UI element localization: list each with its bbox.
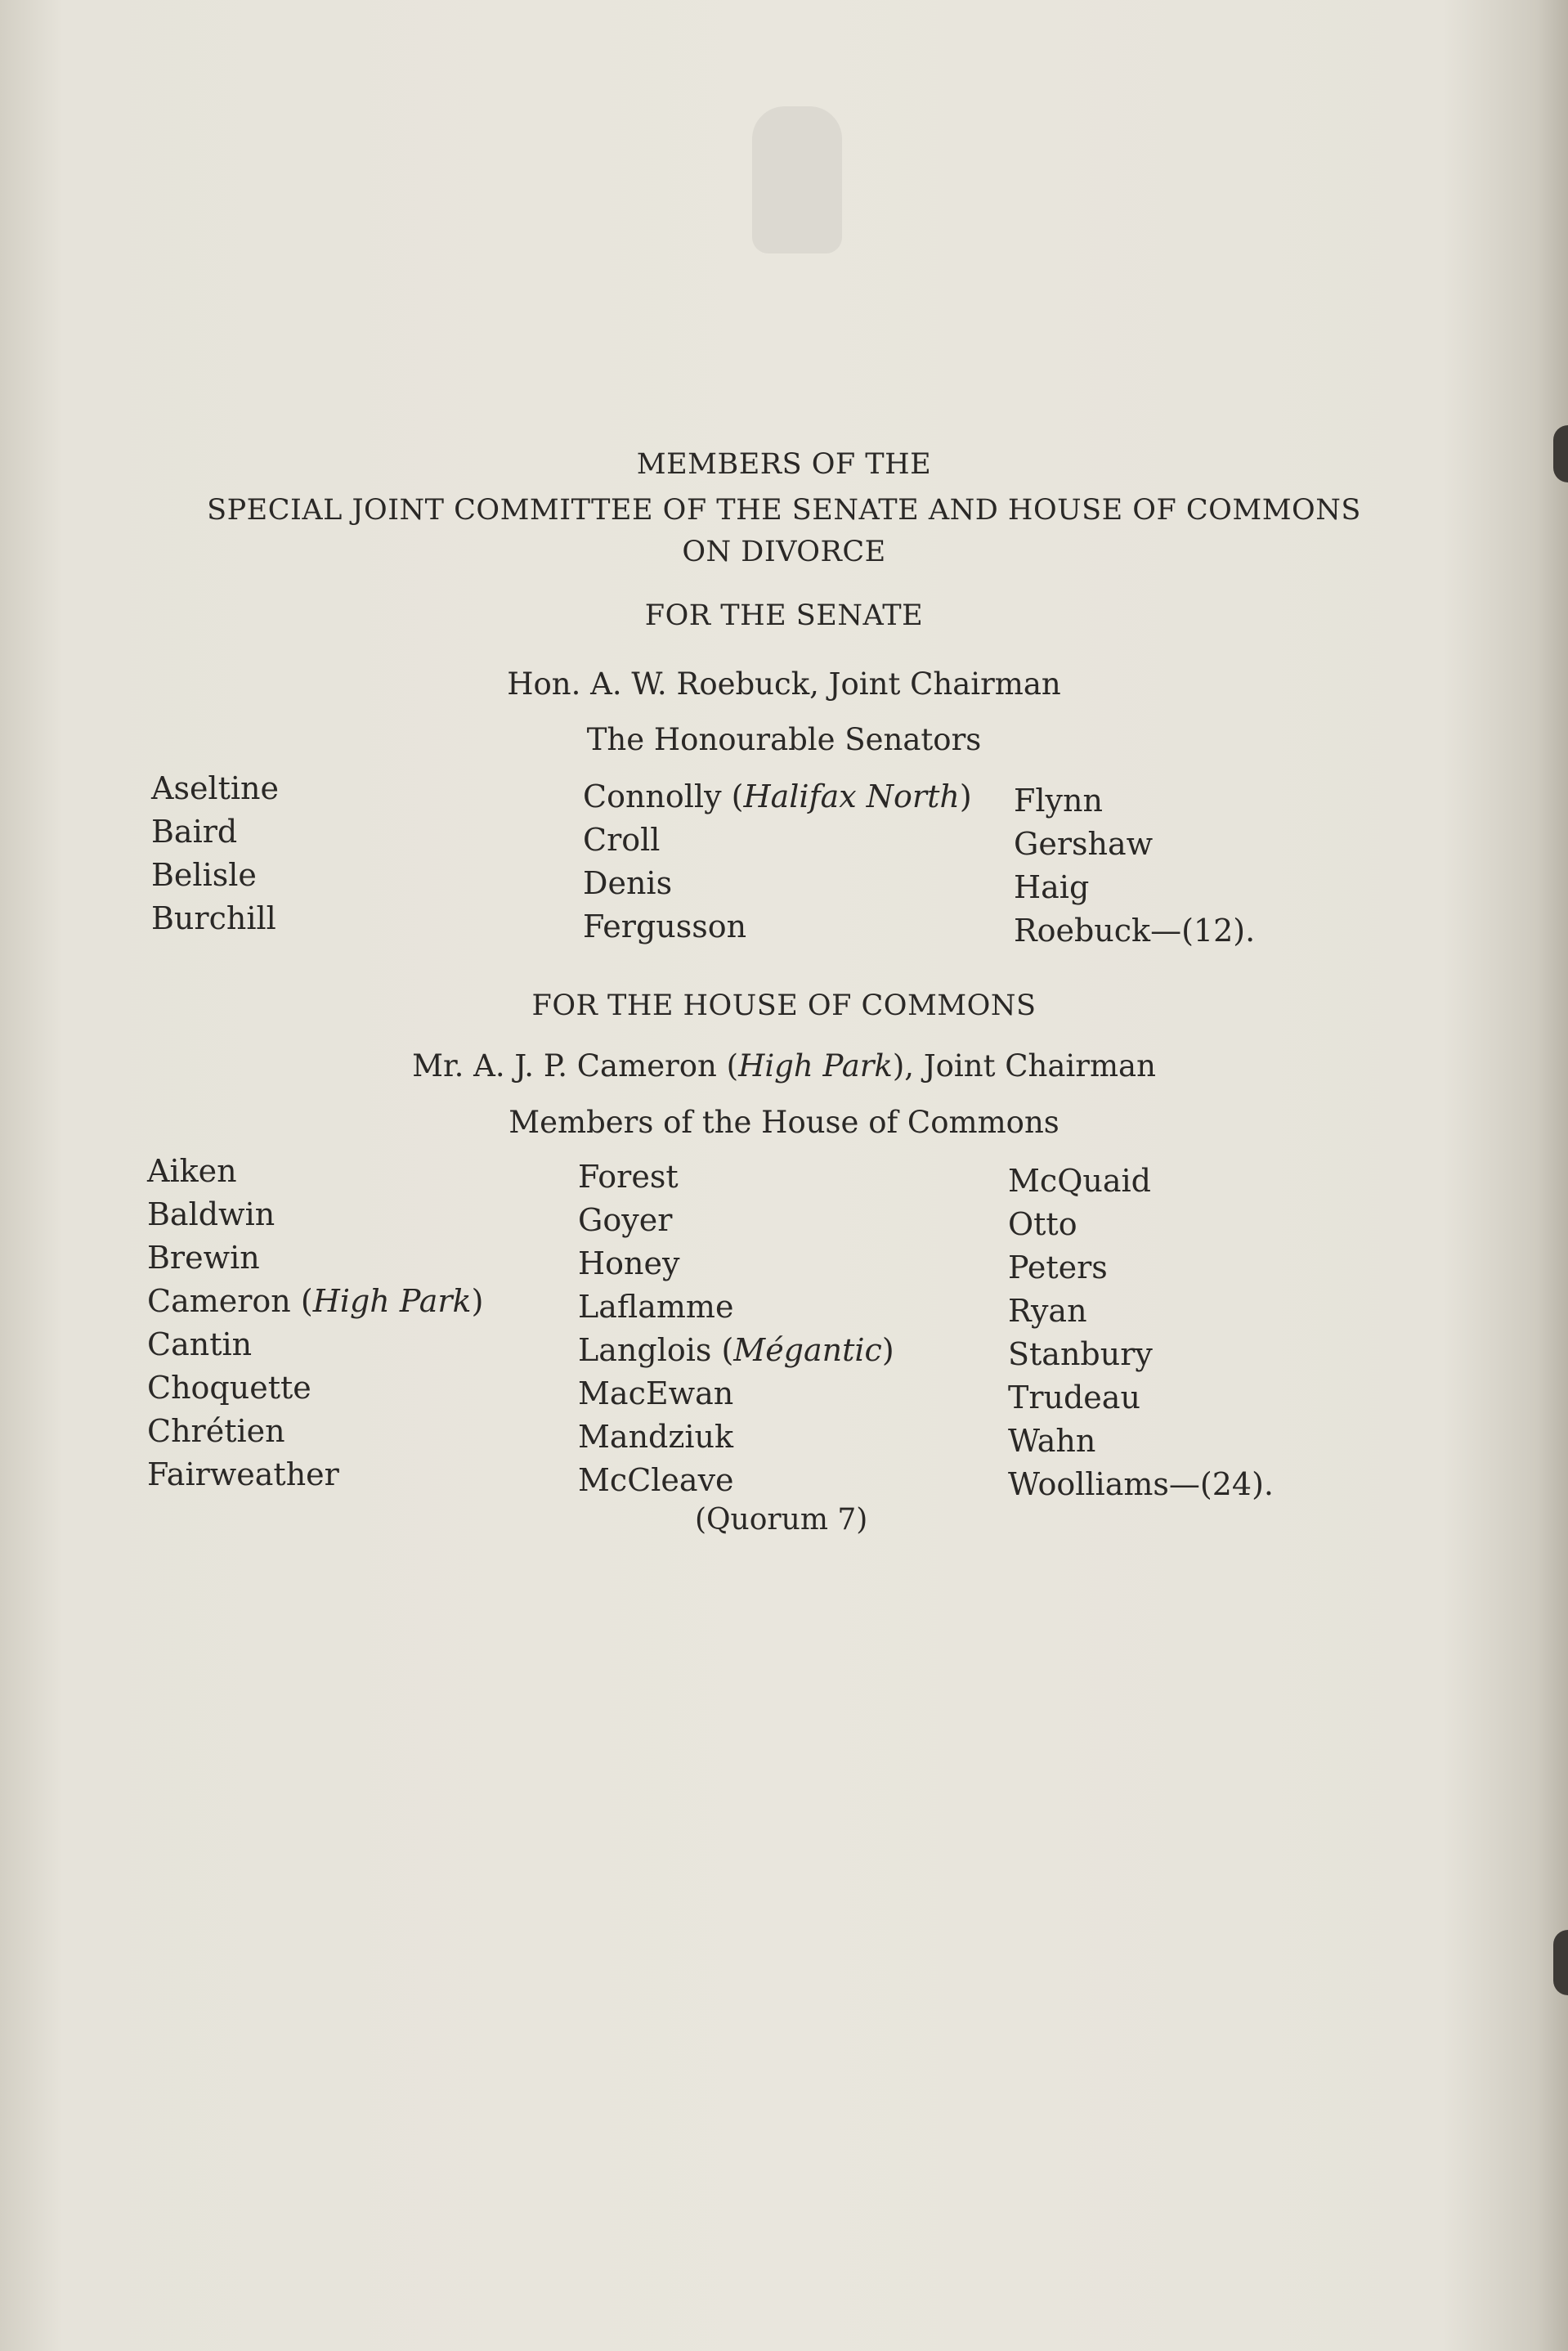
senator-name: Croll (583, 822, 661, 858)
senate-column-3 (1014, 779, 1255, 953)
header-line-2: SPECIAL JOINT COMMITTEE OF THE SENATE AND HOUSE OF COMMONS (207, 494, 1361, 527)
member-name: Brewin (147, 1240, 260, 1276)
senator-name: Roebuck—(12). (1014, 913, 1256, 949)
senator-name: Connolly (Halifax North) (583, 778, 972, 814)
member-name: Cantin (147, 1326, 253, 1362)
quorum-note: (Quorum 7) (695, 1503, 868, 1537)
commons-column-2 (578, 1155, 894, 1502)
member-name: Peters (1008, 1250, 1108, 1285)
member-name: MacEwan (578, 1375, 734, 1411)
member-name: Forest (578, 1159, 679, 1195)
senator-name: Aseltine (151, 770, 279, 806)
senator-name: Denis (583, 865, 673, 901)
member-name: Trudeau (1008, 1380, 1140, 1416)
member-name: Baldwin (147, 1196, 276, 1232)
commons-chairman: Mr. A. J. P. Cameron (High Park), Joint Chairman (412, 1048, 1156, 1084)
member-name: Chrétien (147, 1413, 285, 1449)
crest-emblem (752, 106, 842, 253)
senate-column-2 (583, 775, 972, 949)
senator-name: Baird (151, 814, 238, 850)
member-name: Aiken (147, 1153, 237, 1189)
senate-heading: FOR THE SENATE (644, 599, 924, 632)
member-name: McCleave (578, 1462, 734, 1498)
senator-name: Fergusson (583, 909, 747, 944)
binding-notch-bottom (1553, 1930, 1568, 1995)
member-name: Choquette (147, 1370, 311, 1406)
member-name: Goyer (578, 1202, 673, 1238)
commons-column-3 (1008, 1160, 1274, 1506)
member-name: Ryan (1008, 1293, 1087, 1329)
commons-members-label: Members of the House of Commons (508, 1105, 1060, 1140)
member-name: Laflamme (578, 1289, 734, 1325)
senator-name: Belisle (151, 857, 257, 893)
header-line-3: ON DIVORCE (682, 536, 886, 568)
header-line-1: MEMBERS OF THE (636, 448, 932, 481)
commons-column-1 (147, 1150, 483, 1496)
member-name: Honey (578, 1245, 680, 1281)
riding-name: High Park (312, 1283, 472, 1319)
member-name: Mandziuk (578, 1419, 734, 1455)
senate-chairman: Hon. A. W. Roebuck, Joint Chairman (507, 666, 1061, 702)
senator-name: Burchill (151, 900, 276, 936)
member-name: Woolliams—(24). (1008, 1466, 1274, 1502)
senator-name: Haig (1014, 869, 1090, 905)
riding-name: Mégantic (733, 1332, 882, 1368)
senator-name: Flynn (1014, 783, 1103, 819)
senate-members-label: The Honourable Senators (586, 722, 982, 757)
senator-name: Gershaw (1014, 826, 1154, 862)
riding-name: High Park (738, 1048, 893, 1084)
member-name: Fairweather (147, 1456, 339, 1492)
member-name: Langlois (Mégantic) (578, 1332, 894, 1368)
member-name: Stanbury (1008, 1336, 1153, 1372)
member-name: McQuaid (1008, 1163, 1151, 1199)
commons-heading: FOR THE HOUSE OF COMMONS (531, 989, 1037, 1022)
member-name: Cameron (High Park) (147, 1283, 484, 1319)
riding-name: Halifax North (743, 778, 960, 814)
senate-column-1 (151, 767, 279, 940)
member-name: Wahn (1008, 1423, 1096, 1459)
member-name: Otto (1008, 1206, 1077, 1242)
